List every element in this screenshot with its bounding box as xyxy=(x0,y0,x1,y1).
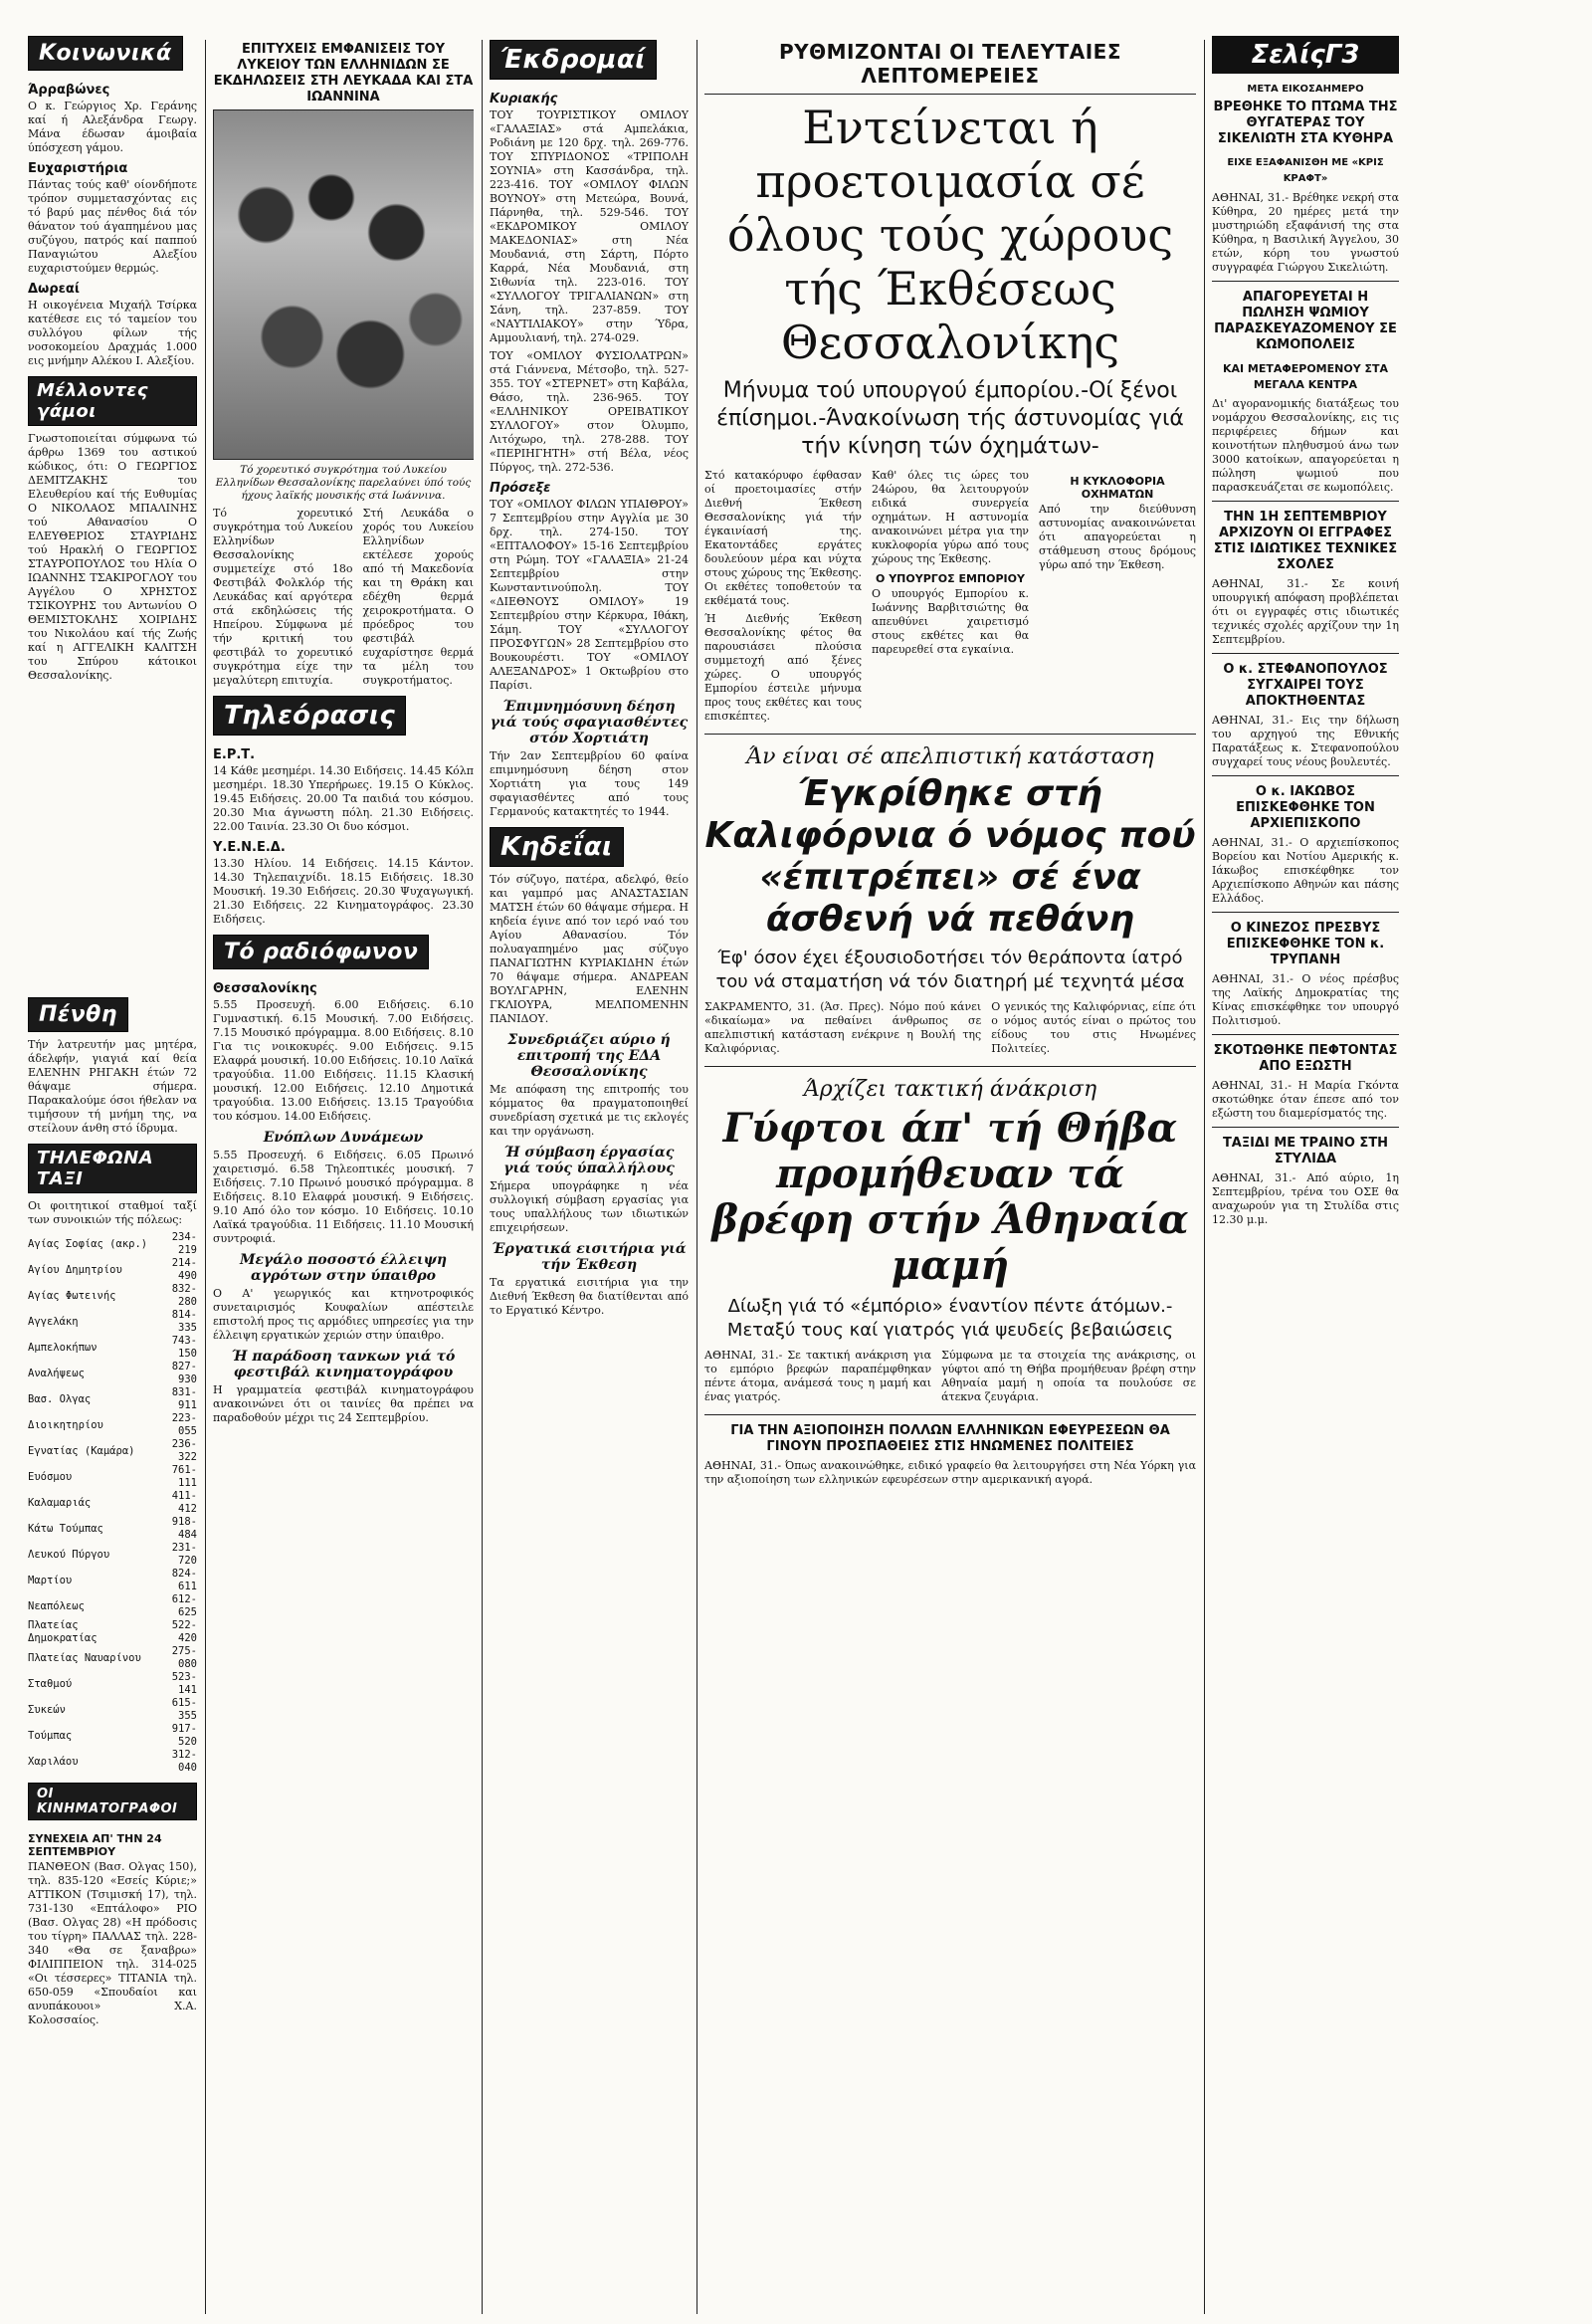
taxi-phone-row xyxy=(28,1516,197,1542)
taxi-phones-intro: Οι φοιτητικοί σταθμοί ταξί των συνοικιών τής πόλεως: xyxy=(28,1199,197,1226)
expo-text-2: Ή Διεθνής Έκθεση Θεσσαλονίκης φέτος θα παρουσιάσει πλούσια συμμετοχή από ξένες χώρες. Ο υπουργός Εμπορίου έστειλε μήνυμα προς τους εκθέτες και τους επισκέπτες. xyxy=(704,612,862,723)
taxi-stand-number: 832-280 xyxy=(171,1283,197,1308)
expo-headline: Εντείνεται ή προετοιμασία σέ όλους τούς χώρους τής Έκθέσεως Θεσσαλονίκης xyxy=(726,101,1174,369)
taxi-phone-row xyxy=(28,1309,197,1335)
taxi-stand-name: Συκεών xyxy=(28,1703,66,1716)
radio-thessaloniki-text: 5.55 Προσευχή. 6.00 Ειδήσεις. 6.10 Γυμναστική. 6.15 Μουσική. 7.00 Ειδήσεις. 7.15 Μουσικό πρόγραμμα. 8.00 Ειδήσεις. 8.10 Για τις νοικοκυρές. 9.00 Ειδήσεις. 9.15 Ελαφρά μουσική. 10.00 Ειδήσεις. 10.10 Λαϊκά τραγούδια. 11.00 Ειδήσεις. 11.15 Κλασική μουσική. 12.00 Ειδήσεις. 12.10 Δημοτικά τραγούδια. 13.00 Ειδήσεις. 13.15 Τραγούδια του κόσμου. 14.00 Ειδήσεις. xyxy=(213,998,474,1123)
taxi-phone-row xyxy=(28,1386,197,1412)
taxi-stand-name: Τούμπας xyxy=(28,1729,73,1742)
divider xyxy=(1212,653,1399,654)
taxi-phone-row xyxy=(28,1412,197,1438)
iakovos-headline: Ο κ. ΙΑΚΩΒΟΣ ΕΠΙΣΚΕΦΘΗΚΕ ΤΟΝ ΑΡΧΙΕΠΙΣΚΟΠΟ xyxy=(1236,784,1375,831)
donations-text: Η οικογένεια Μιχαήλ Τσίρκα κατέθεσε εις τό ταμείον του συλλόγου φίλων τής νοσοκομείου Δραχμάς 1.000 εις μνήμην Αλέκου Ι. Αλεξίου. xyxy=(28,299,197,367)
film-festival-heading: Ή παράδοση τανκων γιά τό φεστιβάλ κινηματογράφου xyxy=(231,1349,456,1380)
divider xyxy=(1212,1127,1399,1128)
taxi-phone-row xyxy=(28,1335,197,1361)
section-banner-social: Κοινωνικά xyxy=(28,36,183,71)
california-headline: Έγκρίθηκε στή Καλιφόρνια ό νόμος πού «έπιτρέπει» σέ ένα άσθενή νά πεθάνη xyxy=(704,773,1196,940)
gypsies-text-1: ΑΘΗΝΑΙ, 31.- Σε τακτική ανάκριση για το εμπόριο βρεφών παραπέμφθηκαν πέντε άτομα, ανάμεσά τους η μαμή και ένας γιατρός. xyxy=(704,1349,932,1403)
taxi-phone-row xyxy=(28,1568,197,1593)
gypsies-subheadline: Δίωξη γιά τό «έμπόριο» έναντίον πέντε άτόμων.- Μεταξύ τους καί γιατρός γιά ψευδείς βεβαιώσεις xyxy=(726,1296,1174,1341)
labor-contract-text: Σήμερα υπογράφηκε η νέα συλλογική σύμβαση εργασίας για τους υπαλλήλους των ιδιωτικών επιχειρήσεων. xyxy=(490,1179,689,1234)
section-banner-taxi-phones: ΤΗΛΕΦΩΝΑ ΤΑΞΙ xyxy=(28,1144,197,1193)
radio-thessaloniki-heading: Θεσσαλονίκης xyxy=(213,981,317,996)
lyceum-text-right: Στή Λευκάδα ο χορός του Λυκείου Ελληνίδων εκτέλεσε χορούς από τή Μακεδονία και τη Θράκη και εδέχθη θερμά χειροκροτήματα. Ο πρόεδρος του φεστιβάλ ευχαρίστησε θερμά τα μέλη του συγκροτήματος. xyxy=(362,507,474,687)
taxi-phone-row xyxy=(28,1723,197,1749)
section-banner-radio: Τό ραδιόφωνον xyxy=(213,935,429,969)
farm-labor-text: Ο Α' γεωργικός και κτηνοτροφικός συνεταιρισμός Κουφαλίων απέστειλε επιστολή προς τις αρμόδιες υπηρεσίες για την έλλειψη εργατικών χεριών στην ύπαιθρο. xyxy=(213,1287,474,1342)
expo-tickets-heading: Έργατικά εισιτήρια γιά τήν Έκθεση xyxy=(492,1241,687,1273)
kythira-subheadline: ΕΙΧΕ ΕΞΑΦΑΝΙΣΘΗ ΜΕ «ΚΡΙΣ ΚΡΑΦΤ» xyxy=(1227,157,1384,184)
schools-text: ΑΘΗΝΑΙ, 31.- Σε κοινή υπουργική απόφαση προβλέπεται ότι οι εγγραφές στις ιδιωτικές τεχνικές σχολές αρχίζουν την 1η Σεπτεμβρίου. xyxy=(1212,577,1399,646)
radio-armed-forces-heading: Ενόπλων Δυνάμεων xyxy=(263,1130,424,1146)
column-rule xyxy=(696,40,697,2314)
upcoming-trips-heading: Πρόσεξε xyxy=(490,481,551,496)
stefanopoulos-text: ΑΘΗΝΑΙ, 31.- Εις την δήλωση του αρχηγού της Εθνικής Παρατάξεως κ. Στεφανοπούλου συγχαρεί τους νέους βουλευτές. xyxy=(1212,714,1399,768)
divider xyxy=(1212,1034,1399,1035)
tv-yened-text: 13.30 Ηλίου. 14 Ειδήσεις. 14.15 Κάντον. 14.30 Τηλεπαιχνίδι. 18.15 Ειδήσεις. 18.30 Μουσική. 19.30 Ειδήσεις. 20.30 Ψυχαγωγική. 21.30 Ειδήσεις. 22 Κινηματογράφος. 23.30 Ειδήσεις. xyxy=(213,857,474,926)
taxi-stand-number: 411-412 xyxy=(171,1490,197,1515)
gypsies-headline: Γύφτοι άπ' τή Θήβα προμήθευαν τά βρέφη στήν Άθηναία μαμή xyxy=(711,1105,1189,1289)
taxi-phone-row xyxy=(28,1231,197,1257)
engagements-heading: Άρραβώνες xyxy=(28,83,110,98)
taxi-stand-number: 275-080 xyxy=(171,1645,197,1670)
stefanopoulos-headline: Ο κ. ΣΤΕΦΑΝΟΠΟΥΛΟΣ ΣΥΓΧΑΙΡΕΙ ΤΟΥΣ ΑΠΟΚΤΗΘΕΝΤΑΣ xyxy=(1223,662,1388,709)
tv-ert-text: 14 Κάθε μεσημέρι. 14.30 Ειδήσεις. 14.45 Κόλπ μεσημέρι. 18.30 Υπερήρωες. 19.15 Ο Κύκλος. 19.45 Ειδήσεις. 20.00 Τα παιδιά του κόσμου. 20.30 Μια άγνωστη πόλη. 21.30 Ειδήσεις. 22.00 Ταινία. 23.30 Οι δυο κόσμοι. xyxy=(213,764,474,833)
taxi-stand-name: Ευόσμου xyxy=(28,1470,73,1483)
expo-kicker: ΡΥΘΜΙΖΟΝΤΑΙ ΟΙ ΤΕΛΕΥΤΑΙΕΣ ΛΕΠΤΟΜΕΡΕΙΕΣ xyxy=(779,40,1121,88)
lyceum-headline: ΕΠΙΤΥΧΕΙΣ ΕΜΦΑΝΙΣΕΙΣ ΤΟΥ ΛΥΚΕΙΟΥ ΤΩΝ ΕΛΛΗΝΙΔΩΝ ΣΕ ΕΚΔΗΛΩΣΕΙΣ ΣΤΗ ΛΕΥΚΑΔΑ ΚΑΙ ΣΤΑ ΙΩΑΝΝΙΝΑ xyxy=(213,42,474,105)
bread-subheadline: ΚΑΙ ΜΕΤΑΦΕΡΟΜΕΝΟΥ ΣΤΑ ΜΕΓΑΛΑ ΚΕΝΤΡΑ xyxy=(1222,362,1389,391)
kythira-text: ΑΘΗΝΑΙ, 31.- Βρέθηκε νεκρή στα Κύθηρα, 20 ημέρες μετά την μυστηριώδη εξαφάνισή της στα Κύθηρα, η Βασιλική Άγγελου, 30 ετών, κόρη του γνωστού συγγραφέα Γιώργου Σικελιώτη. xyxy=(1212,191,1399,274)
divider xyxy=(704,1414,1196,1415)
tv-ert-heading: Ε.Ρ.Τ. xyxy=(213,747,256,762)
column-rule xyxy=(205,40,206,2314)
train-trip-headline: ΤΑΞΙΔΙ ΜΕ ΤΡΑΙΝΟ ΣΤΗ ΣΤΥΛΙΔΑ xyxy=(1222,1136,1389,1166)
divider xyxy=(1212,501,1399,502)
column-rule xyxy=(482,40,483,2314)
donations-heading: Δωρεαί xyxy=(28,282,80,297)
taxi-stand-number: 522-420 xyxy=(171,1619,197,1644)
expo-subheadline: Μήνυμα τού υπουργού έμπορίου.-Οί ξένοι έπίσημοι.-Άνακοίνωση τής άστυνομίας γιά τήν κίνηση τών όχημάτων- xyxy=(716,378,1184,459)
taxi-stand-number: 831-911 xyxy=(171,1386,197,1411)
farm-labor-heading: Μεγάλο ποσοστό έλλειψη αγρότων στην ύπαιθρο xyxy=(239,1252,448,1284)
column-social xyxy=(28,32,197,2324)
taxi-stand-number: 234-219 xyxy=(171,1231,197,1256)
minister-heading: Ο ΥΠΟΥΡΓΟΣ ΕΜΠΟΡΙΟΥ xyxy=(876,572,1025,585)
taxi-stand-name: Κάτω Τούμπας xyxy=(28,1522,103,1535)
taxi-phone-row xyxy=(28,1490,197,1516)
divider xyxy=(704,734,1196,735)
taxi-stand-name: Λευκού Πύργου xyxy=(28,1548,110,1561)
section-banner-funerals: Κηδεΐαι xyxy=(490,827,624,867)
taxi-phone-row xyxy=(28,1438,197,1464)
bread-headline: ΑΠΑΓΟΡΕΥΕΤΑΙ Η ΠΩΛΗΣΗ ΨΩΜΙΟΥ ΠΑΡΑΣΚΕΥΑΖΟΜΕΝΟΥ ΣΕ ΚΩΜΟΠΟΛΕΙΣ xyxy=(1214,290,1397,352)
expo-text-1: Στό κατακόρυφο έφθασαν οί προετοιμασίες στήν Διεθνή Έκθεση Θεσσαλονίκης γιά τήν έγκαινίασή της. Εκατοντάδες εργάτες δουλεύουν μέρα και νύχτα στους χώρους της Έκθεσης. Οι εκθέτες τοποθετούν τα εκθέματά τους. xyxy=(704,469,862,607)
section-banner-tv: Τηλεόρασις xyxy=(213,696,406,736)
divider xyxy=(704,1066,1196,1067)
traffic-heading: Η ΚΥΚΛΟΦΟΡΙΑ ΟΧΗΜΑΤΩΝ xyxy=(1070,475,1165,501)
divider xyxy=(1212,281,1399,282)
taxi-stand-number: 615-355 xyxy=(171,1697,197,1722)
taxi-stand-name: Καλαμαριάς xyxy=(28,1496,92,1509)
cinemas-text: ΠΑΝΘΕΟΝ (Βασ. Ολγας 150), τηλ. 835-120 «Εσείς Κύριε;» ΑΤΤΙΚΟΝ (Τσιμισκή 17), τηλ. 731-130 «Επτάλοφο» ΡΙΟ (Βασ. Ολγας 28) «Η πρόδοσις του τίγρη» ΠΑΛΛΑΣ τηλ. 228-340 «Θα σε ξαναβρω» ΦΙΛΙΠΠΕΙΟΝ τηλ. 314-025 «Οι τέσσερες» ΤΙΤΑΝΙΑ τηλ. 650-059 «Σπουδαίοι και ανυπάκουοι» Χ.Α. Κολοσσαίος. xyxy=(28,1860,197,2026)
thanks-text: Πάντας τούς καθ' οίονδήποτε τρόπον συμμετασχόντας εις τό βαρύ μας πένθος διά τόν θάνατον τού άγαπημένου μας συζύγου, πατρός καί παππού Παναγιώτου Αλεξίου ευχαριστούμεν θερμώς. xyxy=(28,178,197,275)
taxi-stand-number: 236-322 xyxy=(171,1438,197,1463)
taxi-phone-row xyxy=(28,1619,197,1645)
expo-text-3: Καθ' όλες τις ώρες του 24ώρου, θα λειτουργούν ειδικά συνεργεία οχημάτων. Η αστυνομία ανακοινώνει μέτρα για την κυκλοφορία γύρω από τους χώρους της Έκθεσης. xyxy=(872,469,1029,565)
chinese-ambassador-text: ΑΘΗΝΑΙ, 31.- Ο νέος πρέσβυς της Λαϊκής Δημοκρατίας της Κίνας επισκέφθηκε τον υπουργό Πολιτισμού. xyxy=(1212,972,1399,1027)
kythira-headline: ΒΡΕΘΗΚΕ ΤΟ ΠΤΩΜΑ ΤΗΣ ΘΥΓΑΤΕΡΑΣ ΤΟΥ ΣΙΚΕΛΙΩΤΗ ΣΤΑ ΚΥΘΗΡΑ xyxy=(1213,100,1398,146)
memorial-heading: Έπιμνημόσυνη δέηση γιά τούς σφαγιασθέντες στόν Χορτιάτη xyxy=(490,699,689,746)
taxi-stand-number: 743-150 xyxy=(171,1335,197,1360)
expo-article xyxy=(704,469,1196,728)
taxi-stand-name: Αγίας Σοφίας (ακρ.) xyxy=(28,1237,148,1250)
dancers-photo xyxy=(213,109,474,460)
taxi-stand-number: 824-611 xyxy=(171,1568,197,1592)
gypsies-kicker: Άρχίζει τακτική άνάκριση xyxy=(803,1077,1097,1102)
excursions-text-more: ΤΟΥ «ΟΜΙΛΟΥ ΦΥΣΙΟΛΑΤΡΩΝ» στά Γιάννενα, Μέτσοβο, τηλ. 527-355. ΤΟΥ «ΣΤΕΡΝΕΤ» στη Καβάλα, Θάσο, τηλ. 236-965. ΤΟΥ «ΕΛΛΗΝΙΚΟΥ ΟΡΕΙΒΑΤΙΚΟΥ ΣΥΛΛΟΓΟΥ» στον Όλυμπο, Λιτόχωρο, τηλ. 278-288. ΤΟΥ «ΠΕΡΙΗΓΗΤΗ» στή Βέλα, νέος Πύργος, τηλ. 272-536. xyxy=(490,349,689,474)
column-main-stories xyxy=(704,36,1196,2324)
gypsies-text-2: Σύμφωνα με τα στοιχεία της ανάκρισης, οι γύφτοι από τη Θήβα προμήθευαν βρέφη στην Αθηναία μαμή η οποία τα πουλούσε σε άτεκνα ζευγάρια. xyxy=(941,1349,1196,1403)
taxi-stand-number: 917-520 xyxy=(171,1723,197,1748)
schools-headline: ΤΗΝ 1Η ΣΕΠΤΕΜΒΡΙΟΥ ΑΡΧΙΖΟΥΝ ΟΙ ΕΓΓΡΑΦΕΣ ΣΤΙΣ ΙΔΙΩΤΙΚΕΣ ΤΕΧΝΙΚΕΣ ΣΧΟΛΕΣ xyxy=(1213,510,1398,572)
taxi-phone-row xyxy=(28,1671,197,1697)
taxi-phone-row xyxy=(28,1361,197,1386)
excursions-text: ΤΟΥ ΤΟΥΡΙΣΤΙΚΟΥ ΟΜΙΛΟΥ «ΓΑΛΑΞΙΑΣ» στά Αμπελάκια, Ροδιάνη με 120 δρχ. τηλ. 269-776. ΤΟΥ ΣΠΥΡΙΔΟΝΟΣ «ΤΡΙΠΟΛΗ ΣΟΥΝΙΑ» στη Κασσάνδρα, τηλ. 223-416. ΤΟΥ «ΟΜΙΛΟΥ ΦΙΛΩΝ ΒΟΥΝΟΥ» στη Μετεώρα, Βουνά, Πάρνηθα, τηλ. 529-546. ΤΟΥ «ΕΚΔΡΟΜΙΚΟΥ ΟΜΙΛΟΥ ΜΑΚΕΔΟΝΙΑΣ» στη Νέα Μουδανιά, στη Σάρτη, Πόρτο Καρρά, Νέα Μουδανιά, στη Σιθωνία τηλ. 223-016. ΤΟΥ «ΣΥΛΛΟΓΟΥ ΤΡΙΓΑΛΙΑΝΩΝ» στη Σάνη, τηλ. 237-859. ΤΟΥ «ΝΑΥΤΙΛΙΑΚΟΥ» στην Ύδρα, Αμμουλιανή, τηλ. 274-029. xyxy=(490,108,689,344)
radio-armed-forces-text: 5.55 Προσευχή. 6 Ειδήσεις. 6.05 Πρωινό χαιρετισμό. 6.58 Τηλεοπτικές μουσική. 7 Ειδήσεις. 7.10 Πρωινό μουσικό πρόγραμμα. 8 Ειδήσεις. 8.10 Ελαφρά μουσική. 9 Ειδήσεις. 9.10 Από όλο τον κόσμο. 10 Ειδήσεις. 10.10 Λαϊκά τραγούδια. 11 Ειδήσεις. 11.10 Μουσική συντροφιά. xyxy=(213,1149,474,1245)
gypsies-article xyxy=(704,1349,1196,1408)
sunday-heading: Κυριακής xyxy=(490,92,558,106)
engagements-text: Ο κ. Γεώργιος Χρ. Γεράνης καί ή Αλεξάνδρα Γεωργ. Μάνα έδωσαν άμοιβαία ύπόσχεση γάμου. xyxy=(28,100,197,154)
cinemas-heading: ΣΥΝΕΧΕΙΑ ΑΠ' ΤΗΝ 24 ΣΕΠΤΕΜΒΡΙΟΥ xyxy=(28,1832,162,1858)
expo-tickets-text: Τα εργατικά εισιτήρια για την Διεθνή Έκθεση θα διατίθενται από το Εργατικό Κέντρο. xyxy=(490,1276,689,1317)
taxi-phones-table xyxy=(28,1231,197,1775)
column-excursions xyxy=(490,36,689,2324)
inventions-headline: ΓΙΑ ΤΗΝ ΑΞΙΟΠΟΙΗΣΗ ΠΟΛΛΩΝ ΕΛΛΗΝΙΚΩΝ ΕΦΕΥΡΕΣΕΩΝ ΘΑ ΓΙΝΟΥΝ ΠΡΟΣΠΑΘΕΙΕΣ ΣΤΙΣ ΗΝΩΜΕΝΕΣ ΠΟΛΙΤΕΙΕΣ xyxy=(730,1423,1170,1454)
taxi-stand-name: Αναλήψεως xyxy=(28,1367,85,1379)
taxi-stand-name: Αγγελάκη xyxy=(28,1315,79,1328)
taxi-stand-name: Μαρτίου xyxy=(28,1574,73,1586)
taxi-stand-name: Αμπελοκήπων xyxy=(28,1341,98,1354)
thanks-heading: Ευχαριστήρια xyxy=(28,161,128,176)
divider xyxy=(1212,775,1399,776)
film-festival-text: Η γραμματεία φεστιβάλ κινηματογράφου ανακοινώνει ότι οι ταινίες θα πρέπει να παραδοθούν μέχρι τις 24 Σεπτεμβρίου. xyxy=(213,1383,474,1424)
taxi-stand-number: 214-490 xyxy=(171,1257,197,1282)
california-kicker: Άν είναι σέ απελπιστική κατάσταση xyxy=(746,744,1154,769)
taxi-stand-name: Αγίας Φωτεινής xyxy=(28,1289,116,1302)
taxi-stand-name: Αγίου Δημητρίου xyxy=(28,1263,122,1276)
taxi-stand-name: Διοικητηρίου xyxy=(28,1418,103,1431)
column-rule xyxy=(1204,40,1205,2314)
taxi-stand-name: Χαριλάου xyxy=(28,1755,79,1768)
taxi-stand-number: 523-141 xyxy=(171,1671,197,1696)
taxi-phone-row xyxy=(28,1257,197,1283)
divider xyxy=(704,94,1196,95)
page-section-logo: ΣελίςΓ3 xyxy=(1212,36,1399,74)
taxi-stand-number: 612-625 xyxy=(171,1593,197,1618)
taxi-phone-row xyxy=(28,1697,197,1723)
labor-contract-heading: Ή σύμβαση έργασίας γιά τούς ύπαλλήλους xyxy=(503,1145,675,1176)
minister-text: Ο υπουργός Εμπορίου κ. Ιωάννης Βαρβιτσιώτης θα απευθύνει χαιρετισμό στους εκθέτες και θα παρευρεθεί στα εγκαίνια. xyxy=(872,587,1029,656)
balcony-fall-headline: ΣΚΟΤΩΘΗΚΕ ΠΕΦΤΟΝΤΑΣ ΑΠΟ ΕΞΩΣΤΗ xyxy=(1213,1043,1398,1074)
california-subheadline: Έφ' όσον έχει έξουσιοδοτήσει τόν θεράποντα ίατρό του νά σταματήση νά τόν διατηρή μέ τεχνητά μέσα xyxy=(715,948,1185,992)
taxi-stand-number: 761-111 xyxy=(171,1464,197,1489)
column-lyceum-tv-radio xyxy=(213,36,474,2324)
upcoming-trips-text: ΤΟΥ «ΟΜΙΛΟΥ ΦΙΛΩΝ ΥΠΑΙΘΡΟΥ» 7 Σεπτεμβρίου στην Αγγλία με 30 δρχ. τηλ. 274-150. ΤΟΥ «ΕΠΤΑΛΟΦΟΥ» 15-16 Σεπτεμβρίου στη Ρώμη. ΤΟΥ «ΓΑΛΑΞΙΑ» 21-24 Σεπτεμβρίου στην Κωνσταντινούπολη. ΤΟΥ «ΔΙΕΘΝΟΥΣ ΟΜΙΛΟΥ» 19 Σεπτεμβρίου στην Κέρκυρα, Ιθάκη, Σάμη. ΤΟΥ «ΣΥΛΛΟΓΟΥ ΠΡΟΣΦΥΓΩΝ» 28 Σεπτεμβρίου στο Βουκουρέστι. ΤΟΥ «ΟΜΙΛΟΥ ΑΛΕΞΑΝΔΡΟΣ» 1 Οκτωβρίου στο Παρίσι. xyxy=(490,498,689,692)
eda-committee-text: Με απόφαση της επιτροπής του κόμματος θα πραγματοποιηθεί συνεδρίαση σχετικά με τις εκλογές και την οργάνωση. xyxy=(490,1083,689,1138)
taxi-stand-name: Σταθμού xyxy=(28,1677,73,1690)
taxi-stand-name: Εγνατίας (Καμάρα) xyxy=(28,1444,135,1457)
taxi-phone-row xyxy=(28,1283,197,1309)
bread-text: Δι' αγορανομικής διατάξεως του νομάρχου Θεσσαλονίκης, εις τις περιφέρειες δήμων και κοινοτήτων πληθυσμού άνω των 3000 κατοίκων, απαγορεύεται η πώληση ψωμιού που παρασκευάζεται σε κωμοπόλεις. xyxy=(1212,397,1399,494)
taxi-stand-number: 814-335 xyxy=(171,1309,197,1334)
kythira-kicker: ΜΕΤΑ ΕΙΚΟΣΑΗΜΕΡΟ xyxy=(1247,84,1364,95)
taxi-stand-name: Πλατείας Ναυαρίνου xyxy=(28,1651,141,1664)
taxi-stand-number: 223-055 xyxy=(171,1412,197,1437)
taxi-stand-name: Πλατείας Δημοκρατίας xyxy=(28,1619,98,1644)
weddings-text: Γνωστοποιείται σύμφωνα τώ άρθρω 1369 του αστικού κώδικος, ότι: Ο ΓΕΩΡΓΙΟΣ ΔΕΜΙΤΖΑΚΗΣ του Ελευθερίου καί τής Ευθυμίας Ο ΝΙΚΟΛΑΟΣ ΜΠΑΛΙΝΗΣ τού Αθανασίου Ο ΕΛΕΥΘΕΡΙΟΣ ΣΤΑΥΡΙΔΗΣ τού Ηρακλή Ο ΓΕΩΡΓΙΟΣ ΣΤΑΥΡΟΠΟΥΛΟΣ του Ηλία Ο ΙΩΑΝΝΗΣ ΤΣΑΚΙΡΟΓΛΟΥ του Αγγέλου Ο ΧΡΗΣΤΟΣ ΤΣΙΚΟΥΡΗΣ του Αντωνίου Ο ΘΕΜΙΣΤΟΚΛΗΣ ΧΟΙΡΙΔΗΣ του Νικολάου καί τής Ζωής καί η ΑΓΓΕΛΙΚΗ ΚΑΛΙΤΣΗ του Σπύρου κάτοικοι Θεσσαλονίκης. xyxy=(28,432,197,682)
iakovos-text: ΑΘΗΝΑΙ, 31.- Ο αρχιεπίσκοπος Βορείου και Νοτίου Αμερικής κ. Ιάκωβος επισκέφθηκε τον Αρχιεπίσκοπο Αθηνών και πάσης Ελλάδος. xyxy=(1212,836,1399,905)
taxi-phone-row xyxy=(28,1542,197,1568)
taxi-phone-row xyxy=(28,1749,197,1775)
traffic-text: Από την διεύθυνση αστυνομίας ανακοινώνεται ότι απαγορεύεται η στάθμευση στους δρόμους γύρω από την Έκθεση. xyxy=(1039,503,1196,571)
taxi-stand-number: 918-484 xyxy=(171,1516,197,1541)
tv-yened-heading: Υ.Ε.Ν.Ε.Δ. xyxy=(213,840,286,855)
column-briefs xyxy=(1212,36,1399,2324)
taxi-stand-number: 231-720 xyxy=(171,1542,197,1567)
train-trip-text: ΑΘΗΝΑΙ, 31.- Από αύριο, 1η Σεπτεμβρίου, τρένα του ΟΣΕ θα αναχωρούν για τη Στυλίδα στις 12.30 μ.μ. xyxy=(1212,1171,1399,1226)
taxi-phone-row xyxy=(28,1645,197,1671)
chinese-ambassador-headline: Ο ΚΙΝΕΖΟΣ ΠΡΕΣΒΥΣ ΕΠΙΣΚΕΦΘΗΚΕ ΤΟΝ κ. ΤΡΥΠΑΝΗ xyxy=(1226,921,1385,967)
section-banner-cinemas: ΟΙ ΚΙΝΗΜΑΤΟΓΡΑΦΟΙ xyxy=(28,1783,197,1820)
california-text-1: ΣΑΚΡΑΜΕΝΤΟ, 31. (Άσ. Πρες). Νόμο πού κάνει «δικαίωμα» να πεθαίνει άνθρωπος σε απελπιστική κατάσταση ενέκρινε η Βουλή της Καλιφόρνιας. xyxy=(704,1000,982,1055)
inventions-text: ΑΘΗΝΑΙ, 31.- Όπως ανακοινώθηκε, ειδικό γραφείο θα λειτουργήσει στη Νέα Υόρκη για την αξιοποίηση των ελληνικών εφευρέσεων στην αμερικανική αγορά. xyxy=(704,1459,1196,1486)
section-banner-weddings: Μέλλοντες γάμοι xyxy=(28,376,197,426)
eda-committee-heading: Συνεδριάζει αύριο ή επιτροπή της ΕΔΑ Θεσσαλονίκης xyxy=(507,1032,671,1080)
california-article xyxy=(704,1000,1196,1060)
deaths-text: Τήν λατρευτήν μας μητέρα, άδελφήν, γιαγιά καί θεία ΕΛΕΝΗΝ ΡΗΓΑΚΗ έτών 72 θάψαμε σήμερα. Παρακαλούμε όσοι ήθελαν να τιμήσουν τή μνήμη της, να στείλουν άνθη στό ίδρυμα. xyxy=(28,1038,197,1135)
california-text-2: Ο γενικός της Καλιφόρνιας, είπε ότι ο νόμος αυτός είναι ο πρώτος του είδους του στις Ηνωμένες Πολιτείες. xyxy=(991,1000,1196,1055)
section-banner-deaths: Πένθη xyxy=(28,997,128,1032)
taxi-stand-number: 827-930 xyxy=(171,1361,197,1385)
memorial-text: Τήν 2αν Σεπτεμβρίου 60 φαίνα επιμνημόσυνη δέηση στον Χορτιάτη για τους 149 σφαγιασθέντες από τους Γερμανούς κατακτητές το 1944. xyxy=(490,749,689,818)
taxi-stand-name: Νεαπόλεως xyxy=(28,1599,85,1612)
photo-caption: Τό χορευτικό συγκρότημα τού Λυκείου Ελληνίδων Θεσσαλονίκης παρελαύνει ύπό τούς ήχους λαϊκής μουσικής στά Ιωάννινα. xyxy=(215,464,472,502)
section-banner-excursions: Έκδρομαί xyxy=(490,40,657,80)
funerals-text: Τόν σύζυγο, πατέρα, αδελφό, θείο και γαμπρό μας ΑΝΑΣΤΑΣΙΑΝ ΜΑΤΣΗ έτών 60 θάψαμε σήμερα. Η κηδεία έγινε από τον ιερό ναό του Αγίου Αθανασίου. Τόν πολυαγαπημένο μας σύζυγο ΠΑΝΑΓΙΩΤΗΝ ΚΥΡΙΑΚΙΔΗΝ έτών 70 θάψαμε σήμερα. ΑΝΔΡΕΑΝ ΒΟΥΛΓΑΡΗΝ, ΕΛΕΝΗΝ ΓΚΛΙΟΥΡΑ, ΜΕΛΠΟΜΕΝΗΝ ΠΑΝΙΔΟΥ. xyxy=(490,873,689,1025)
balcony-fall-text: ΑΘΗΝΑΙ, 31.- Η Μαρία Γκόντα σκοτώθηκε όταν έπεσε από τον εξώστη του διαμερίσματός της. xyxy=(1212,1079,1399,1120)
taxi-stand-number: 312-040 xyxy=(171,1749,197,1774)
divider xyxy=(1212,912,1399,913)
taxi-phone-row xyxy=(28,1464,197,1490)
lyceum-text-left: Τό χορευτικό συγκρότημα τού Λυκείου Ελληνίδων Θεσσαλονίκης συμμετείχε στό 18ο Φεστιβάλ Φολκλόρ τής Λευκάδας καί αργότερα στά εκδηλώσεις τής Ηπείρου. Σύμφωνα μέ τήν κριτική του φεστιβάλ το χορευτικό συγκρότημα είχε την μεγαλύτερη επιτυχία. xyxy=(213,507,353,687)
taxi-phone-row xyxy=(28,1593,197,1619)
taxi-stand-name: Βασ. Ολγας xyxy=(28,1392,92,1405)
